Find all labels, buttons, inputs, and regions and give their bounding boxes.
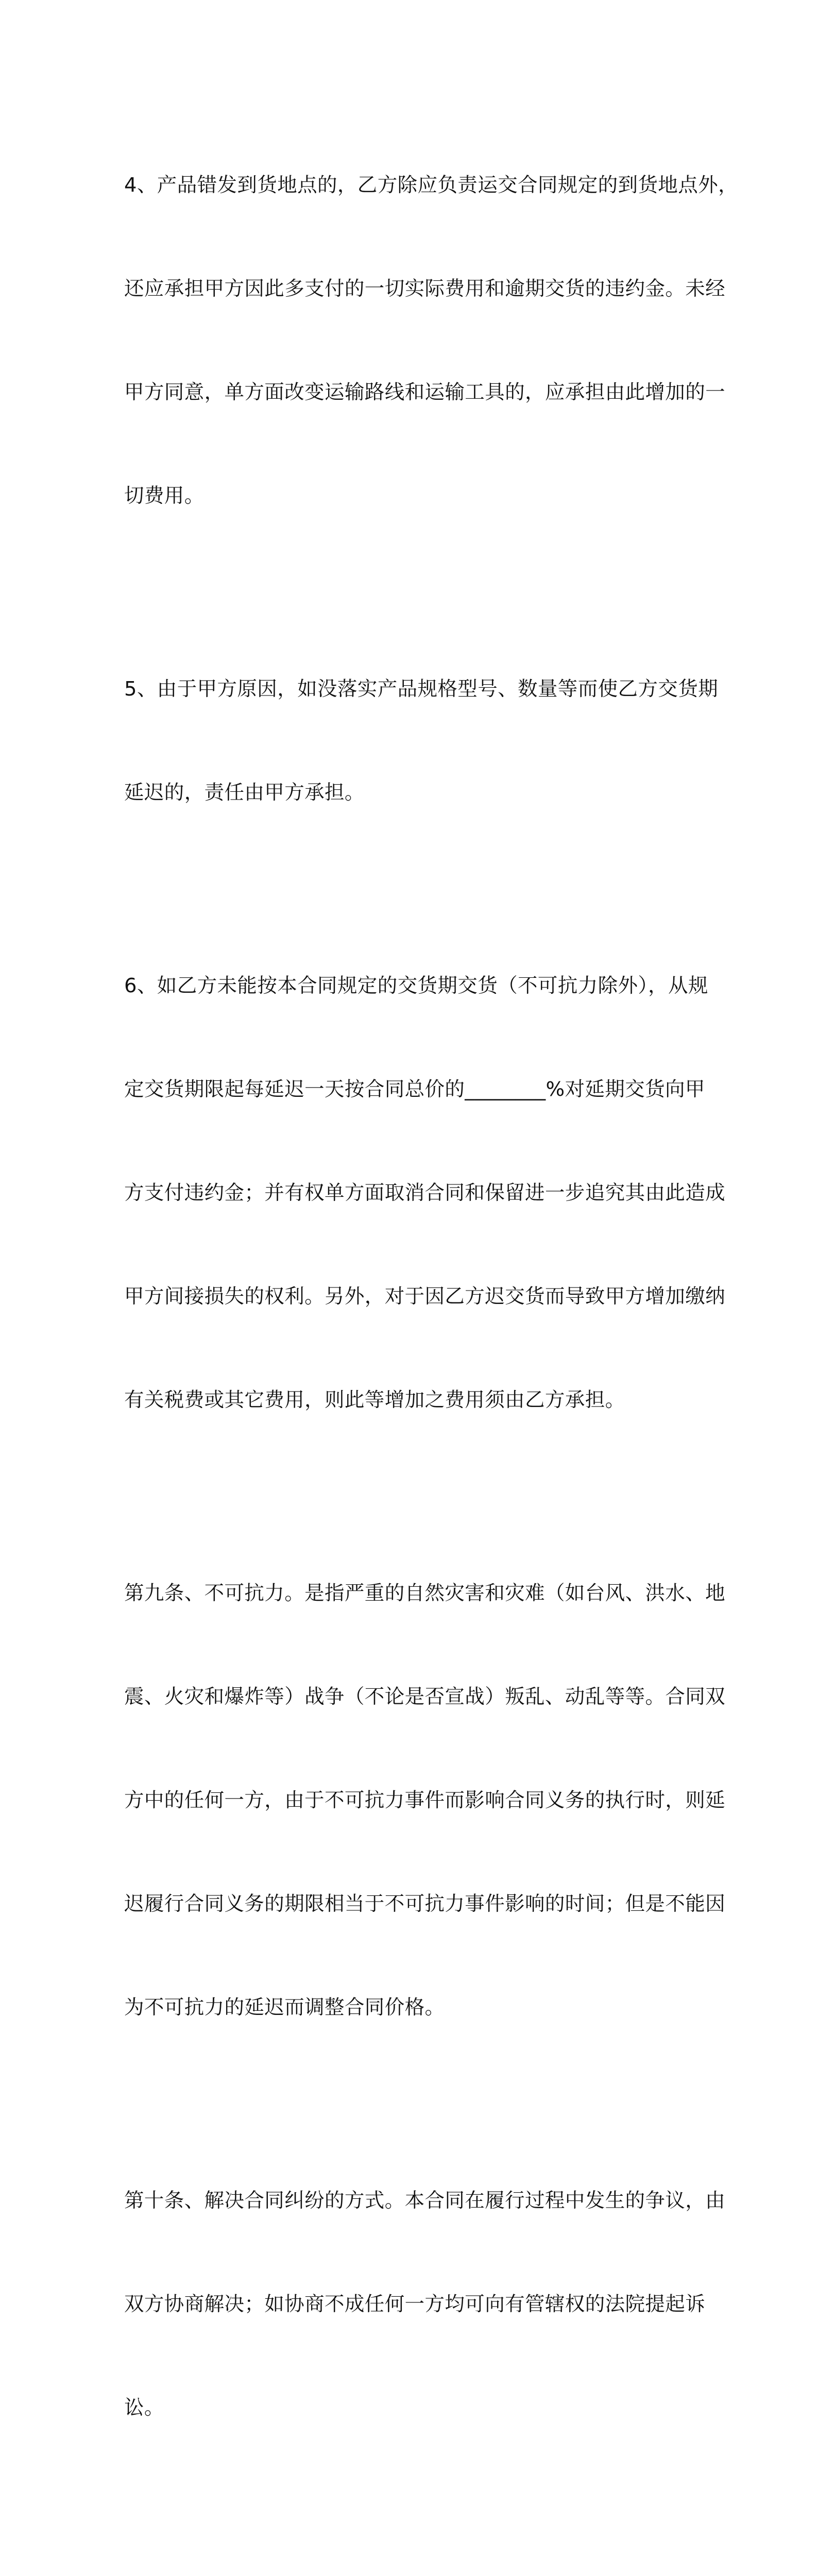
text-line: 第九条、不可抗力。是指严重的自然灾害和灾难（如台风、洪水、地 xyxy=(124,1582,726,1605)
text-line: 讼。 xyxy=(124,2396,164,2419)
text-line: 为不可抗力的延迟而调整合同价格。 xyxy=(124,1996,445,2019)
text-line: 震、火灾和爆炸等）战争（不论是否宣战）叛乱、动乱等等。合同双 xyxy=(124,1685,726,1708)
text-line: 延迟的，责任由甲方承担。 xyxy=(124,781,365,804)
clause-6-paragraph xyxy=(124,900,726,1486)
text-line: 双方协商解决；如协商不成任何一方均可向有管辖权的法院提起诉 xyxy=(124,2293,706,2316)
clause-4-paragraph xyxy=(124,99,738,582)
clause-5-paragraph xyxy=(124,603,718,879)
text-line: 有关税费或其它费用，则此等增加之费用须由乙方承担。 xyxy=(124,1388,625,1412)
text-line: 5、由于甲方原因，如没落实产品规格型号、数量等而使乙方交货期 xyxy=(124,677,718,701)
text-line: 6、如乙方未能按本合同规定的交货期交货（不可抗力除外），从规 xyxy=(124,974,708,997)
article-9-paragraph xyxy=(124,1507,726,2094)
text-line: 第十条、解决合同纠纷的方式。本合同在履行过程中发生的争议，由 xyxy=(124,2189,726,2212)
text-line: 4、产品错发到货地点的，乙方除应负责运交合同规定的到货地点外， xyxy=(124,174,738,197)
text-line: 还应承担甲方因此多支付的一切实际费用和逾期交货的违约金。未经 xyxy=(124,277,726,300)
text-line: 迟履行合同义务的期限相当于不可抗力事件影响的时间；但是不能因 xyxy=(124,1892,726,1916)
text-line: 甲方同意，单方面改变运输路线和运输工具的，应承担由此增加的一 xyxy=(124,381,726,404)
text-line: 方中的任何一方，由于不可抗力事件而影响合同义务的执行时，则延 xyxy=(124,1789,726,1812)
text-line: 切费用。 xyxy=(124,484,205,507)
article-10-paragraph xyxy=(124,2114,726,2494)
document-body xyxy=(124,99,738,2576)
text-line: 定交货期限起每延迟一天按合同总价的________%对延期交货向甲 xyxy=(124,1078,705,1101)
article-11-heading xyxy=(124,2515,701,2576)
text-line: 甲方间接损失的权利。另外，对于因乙方迟交货而导致甲方增加缴纳 xyxy=(124,1285,726,1308)
text-line: 方支付违约金；并有权单方面取消合同和保留进一步追究其由此造成 xyxy=(124,1181,726,1205)
